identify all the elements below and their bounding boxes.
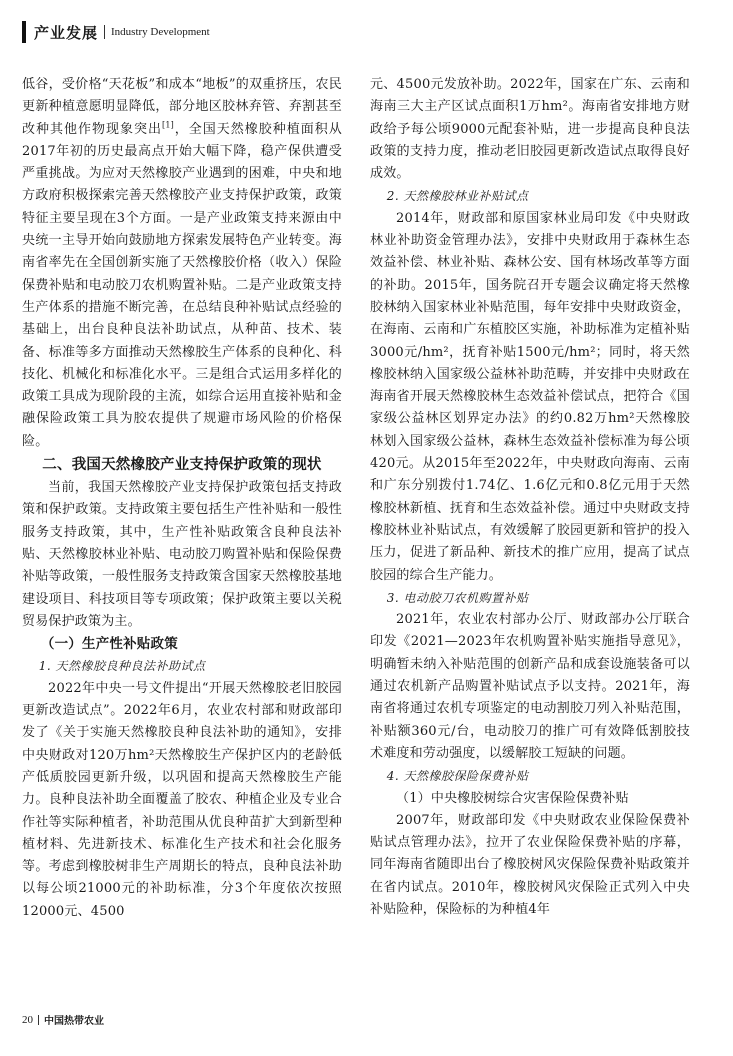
subsection-heading: （一）生产性补贴政策 xyxy=(40,636,178,653)
paragraph: 当前，我国天然橡胶产业支持保护政策包括支持政策和保护政策。支持政策主要包括生产性补贴和一般性服务支持政策，其中，生产性补贴政策含良种良法补贴、天然橡胶林业补贴、电动胶刀购置补贴和保险保费补贴等政策，一般性服务支持政策含国家天然橡胶基地建设项目、科技项目等专项政策；保护政策主要以关税贸易保护政策为主。 xyxy=(22,480,342,629)
section-heading: 二、我国天然橡胶产业支持保护政策的现状 xyxy=(42,457,322,474)
running-header xyxy=(22,20,210,44)
subsubsection-heading: 2. 天然橡胶林业补贴试点 xyxy=(386,189,529,204)
paragraph: 2014年，财政部和原国家林业局印发《中央财政林业补助资金管理办法》，安排中央财政用于森林生态效益补偿、林业补贴、森林公安、国有林场改革等方面的补助。2015年，国务院召开专题会议确定将天然橡胶林纳入国家林业补贴范围，每年安排中央财政资金，在海南、云南和广东植胶区实施，补助标准为定植补贴3000元/hm²，抚育补贴1500元/hm²；同时，将天然橡胶林纳入国家级公益林补助范畴，并安排中央财政在海南省开展天然橡胶林生态效益补偿试点，把符合《国家级公益林区划界定办法》的约0.82万hm²天然橡胶林划入国家级公益林，森林生态效益补偿标准为每公顷420元。从2015年至2022年，中央财政向海南、云南和广东分别拨付1.74亿、1.6亿元和0.8亿元用于天然橡胶林新植、抚育和生态效益补偿。通过中央财政支持橡胶林业补贴试点，有效缓解了胶园更新和管护的投入压力，促进了新品种、新技术的推广应用，提高了试点胶园的综合生产能力。 xyxy=(370,210,690,583)
paragraph: 低谷，受价格“天花板”和成本“地板”的双重挤压，农民更新种植意愿明显降低，部分地区胶林弃管、弃割甚至改种其他作物现象突出[1]，全国天然橡胶种植面积从2017年初的历史最高点开始大幅下降，稳产保供遭受严重挑战。为应对天然橡胶产业遇到的困难，中央和地方政府积极探索完善天然橡胶产业支持保护政策，政策特征主要呈现在3个方面。一是产业政策支持来源由中央统一主导开始向鼓励地方探索发展特色产业转变。海南省率先在全国创新实施了天然橡胶价格（收入）保险保费补贴和电动胶刀农机购置补贴。二是产业政策支持生产体系的措施不断完善，在总结良种补贴试点经验的基础上，出台良种良法补助试点，从种苗、技术、装备、标准等多方面推动天然橡胶生产体系的良种化、科技化、机械化和标准化水平。三是组合式运用多样化的政策工具成为现阶段的主流，如综合运用直接补贴和金融保险政策工具为胶农提供了规避市场风险的价格保险。 xyxy=(22,77,342,449)
footer-divider xyxy=(38,1015,39,1025)
paragraph: 2022年中央一号文件提出“开展天然橡胶老旧胶园更新改造试点”。2022年6月，农业农村部和财政部印发了《关于实施天然橡胶良种良法补助的通知》，安排中央财政对120万hm²天然橡胶生产保护区内的老龄低产低质胶园更新升级，以巩固和提高天然橡胶生产能力。良种良法补助全面覆盖了胶农、种植企业及专业合作社等实际种植者，补助范围从优良种苗扩大到新型种植材料、先进新技术、标准化生产技术和社会化服务等。考虑到橡胶树非生产周期长的特点，良种良法补助以每公顷21000元的补助标准，分3个年度依次按照12000元、4500 xyxy=(22,680,342,919)
page-number: 20 xyxy=(22,1013,33,1026)
section-title-cn: 产业发展 xyxy=(34,23,99,42)
journal-name: 中国热带农业 xyxy=(44,1016,104,1027)
paragraph: 元、4500元发放补助。2022年，国家在广东、云南和海南三大主产区试点面积1万hm²。海南省安排地方财政给予每公顷9000元配套补贴，进一步提高良种良法政策的支持力度，推动老旧胶园更新改造试点取得良好成效。 xyxy=(370,77,690,182)
citation-ref: [1] xyxy=(162,120,174,130)
subsubsection-heading: 3. 电动胶刀农机购置补贴 xyxy=(386,590,529,605)
page-footer xyxy=(22,1012,104,1027)
header-divider xyxy=(104,25,105,39)
subsubsection-heading: 1. 天然橡胶良种良法补助试点 xyxy=(38,659,206,674)
paragraph: （1）中央橡胶树综合灾害保险保费补贴 xyxy=(396,790,629,806)
paragraph: 2021年，农业农村部办公厅、财政部办公厅联合印发《2021—2023年农机购置补贴实施指导意见》，明确暂未纳入补贴范围的创新产品和成套设施装备可以通过农机新产品购置补贴试点予以支持。2021年，海南省将通过农机专项鉴定的电动割胶刀列入补贴范围，补贴额360元/台，电动胶刀的推广可有效降低割胶技术难度和劳动强度，以缓解胶工短缺的问题。 xyxy=(370,612,690,761)
subsubsection-heading: 4. 天然橡胶保险保费补贴 xyxy=(386,769,529,784)
section-title-en: Industry Development xyxy=(111,26,210,38)
right-column xyxy=(370,74,690,921)
header-bar xyxy=(22,21,26,43)
paragraph: 2007年，财政部印发《中央财政农业保险保费补贴试点管理办法》，拉开了农业保险保费补贴的序幕，同年海南省随即出台了橡胶树风灾保险保费补贴政策并在省内试点。2010年，橡胶树风灾保险正式列入中央补贴险种，保险标的为种植4年 xyxy=(370,812,690,917)
left-column xyxy=(22,74,342,923)
